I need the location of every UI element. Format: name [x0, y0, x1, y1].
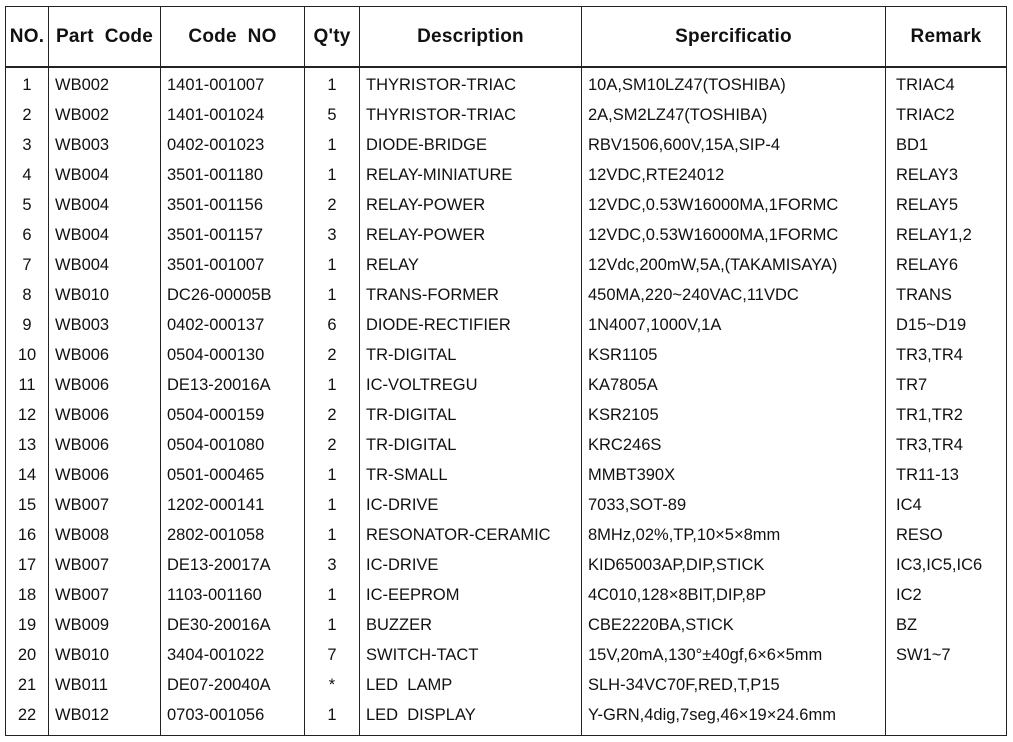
- row-no: 18: [17, 586, 37, 604]
- row-no: 16: [17, 526, 37, 544]
- row-code-no: 1401-001024: [167, 106, 265, 124]
- row-qty: 5: [327, 106, 337, 124]
- row-description: SWITCH-TACT: [366, 646, 479, 664]
- row-description: IC-DRIVE: [366, 556, 439, 574]
- row-description: RELAY-POWER: [366, 226, 486, 244]
- row-description: IC-EEPROM: [366, 586, 460, 604]
- table-row: [6, 250, 1006, 280]
- row-qty: 1: [327, 586, 337, 604]
- row-description: RELAY-POWER: [366, 196, 486, 214]
- row-part-code: WB007: [55, 556, 110, 574]
- row-specification: SLH-34VC70F,RED,T,P15: [588, 676, 780, 694]
- header-no: NO.: [9, 25, 45, 47]
- table-row: [6, 460, 1006, 490]
- row-qty: 1: [327, 496, 337, 514]
- row-specification: KRC246S: [588, 436, 662, 454]
- row-description: THYRISTOR-TRIAC: [366, 106, 517, 124]
- row-code-no: 0402-000137: [167, 316, 265, 334]
- table-row: [6, 610, 1006, 640]
- row-description: TRANS-FORMER: [366, 286, 499, 304]
- row-part-code: WB010: [55, 646, 110, 664]
- row-part-code: WB004: [55, 226, 110, 244]
- table-row: [6, 430, 1006, 460]
- row-remark: BD1: [896, 136, 929, 154]
- row-part-code: WB011: [55, 676, 108, 694]
- row-remark: TR7: [896, 376, 928, 394]
- table-row: [6, 340, 1006, 370]
- row-qty: *: [328, 676, 336, 694]
- row-specification: 1N4007,1000V,1A: [588, 316, 722, 334]
- row-code-no: DE13-20016A: [167, 376, 271, 394]
- row-part-code: WB012: [55, 706, 110, 724]
- row-specification: 4C010,128×8BIT,DIP,8P: [588, 586, 767, 604]
- row-specification: MMBT390X: [588, 466, 676, 484]
- row-no: 14: [17, 466, 37, 484]
- header-divider: [6, 66, 1006, 68]
- row-specification: 450MA,220~240VAC,11VDC: [588, 286, 799, 304]
- row-specification: KSR2105: [588, 406, 659, 424]
- row-specification: 2A,SM2LZ47(TOSHIBA): [588, 106, 768, 124]
- row-description: RESONATOR-CERAMIC: [366, 526, 551, 544]
- row-part-code: WB010: [55, 286, 110, 304]
- row-specification: 8MHz,02%,TP,10×5×8mm: [588, 526, 781, 544]
- row-code-no: DC26-00005B: [167, 286, 272, 304]
- row-no: 3: [22, 136, 32, 154]
- row-qty: 3: [327, 226, 337, 244]
- row-no: 19: [17, 616, 37, 634]
- row-description: IC-DRIVE: [366, 496, 439, 514]
- row-specification: 12VDC,0.53W16000MA,1FORMC: [588, 196, 839, 214]
- row-code-no: DE30-20016A: [167, 616, 271, 634]
- row-part-code: WB009: [55, 616, 110, 634]
- table-row: [6, 160, 1006, 190]
- row-description: LED LAMP: [366, 676, 453, 694]
- table-row: [6, 370, 1006, 400]
- row-specification: KA7805A: [588, 376, 658, 394]
- row-description: IC-VOLTREGU: [366, 376, 478, 394]
- row-code-no: 0703-001056: [167, 706, 265, 724]
- row-code-no: 0504-001080: [167, 436, 265, 454]
- row-no: 12: [17, 406, 37, 424]
- row-description: THYRISTOR-TRIAC: [366, 76, 517, 94]
- row-specification: 12Vdc,200mW,5A,(TAKAMISAYA): [588, 256, 838, 274]
- table-row: [6, 310, 1006, 340]
- row-code-no: 3501-001007: [167, 256, 265, 274]
- row-qty: 1: [327, 286, 337, 304]
- row-remark: [886, 700, 1006, 730]
- row-remark: BZ: [896, 616, 918, 634]
- row-remark: RESO: [896, 526, 943, 544]
- row-code-no: 0504-000159: [167, 406, 265, 424]
- row-qty: 1: [327, 706, 337, 724]
- row-code-no: 0501-000465: [167, 466, 265, 484]
- row-description: LED DISPLAY: [366, 706, 476, 724]
- row-qty: 1: [327, 376, 337, 394]
- header-specification: Spercificatio: [675, 25, 792, 47]
- row-remark: IC2: [896, 586, 922, 604]
- row-part-code: WB002: [55, 106, 110, 124]
- table-row: [6, 550, 1006, 580]
- table-row: [6, 70, 1006, 100]
- row-description: RELAY-MINIATURE: [366, 166, 513, 184]
- table-row: [6, 280, 1006, 310]
- row-part-code: WB006: [55, 346, 110, 364]
- row-part-code: WB006: [55, 406, 110, 424]
- row-no: 6: [22, 226, 32, 244]
- row-part-code: WB007: [55, 586, 110, 604]
- row-no: 11: [18, 376, 36, 394]
- row-qty: 2: [327, 406, 337, 424]
- row-part-code: WB003: [55, 316, 110, 334]
- row-no: 7: [22, 256, 32, 274]
- row-remark: SW1~7: [896, 646, 951, 664]
- row-specification: 12VDC,0.53W16000MA,1FORMC: [588, 226, 839, 244]
- table-row: [6, 220, 1006, 250]
- row-remark: RELAY6: [896, 256, 959, 274]
- row-no: 17: [17, 556, 37, 574]
- row-description: DIODE-RECTIFIER: [366, 316, 511, 334]
- row-qty: 7: [327, 646, 337, 664]
- row-part-code: WB002: [55, 76, 110, 94]
- row-code-no: 1103-001160: [167, 586, 262, 604]
- table-row: [6, 130, 1006, 160]
- table-row: [6, 580, 1006, 610]
- row-remark: D15~D19: [896, 316, 967, 334]
- row-code-no: 3404-001022: [167, 646, 265, 664]
- row-no: 9: [22, 316, 32, 334]
- row-code-no: 0504-000130: [167, 346, 265, 364]
- row-no: 2: [22, 106, 32, 124]
- row-specification: KID65003AP,DIP,STICK: [588, 556, 765, 574]
- row-no: 21: [17, 676, 37, 694]
- row-remark: TR1,TR2: [896, 406, 963, 424]
- row-qty: 2: [327, 346, 337, 364]
- parts-table: [5, 6, 1007, 736]
- row-part-code: WB006: [55, 436, 110, 454]
- header-qty: Q'ty: [313, 25, 351, 47]
- row-remark: RELAY5: [896, 196, 959, 214]
- row-code-no: DE07-20040A: [167, 676, 271, 694]
- row-description: TR-DIGITAL: [366, 346, 457, 364]
- row-remark: IC3,IC5,IC6: [896, 556, 983, 574]
- row-code-no: DE13-20017A: [167, 556, 271, 574]
- row-part-code: WB006: [55, 466, 110, 484]
- row-code-no: 3501-001156: [167, 196, 264, 214]
- table-row: [6, 190, 1006, 220]
- row-part-code: WB006: [55, 376, 110, 394]
- row-remark: TR11-13: [896, 466, 959, 484]
- row-part-code: WB004: [55, 256, 110, 274]
- row-code-no: 3501-001180: [167, 166, 264, 184]
- row-specification: RBV1506,600V,15A,SIP-4: [588, 136, 781, 154]
- row-remark: TR3,TR4: [896, 346, 963, 364]
- row-no: 22: [17, 706, 37, 724]
- row-specification: KSR1105: [588, 346, 658, 364]
- row-description: BUZZER: [366, 616, 432, 634]
- row-qty: 1: [327, 526, 337, 544]
- row-qty: 1: [327, 136, 337, 154]
- table-row: [6, 400, 1006, 430]
- row-qty: 3: [327, 556, 337, 574]
- row-remark: TRIAC2: [896, 106, 955, 124]
- table-row: [6, 100, 1006, 130]
- row-remark: TRIAC4: [896, 76, 955, 94]
- row-part-code: WB004: [55, 196, 110, 214]
- row-remark: [886, 670, 1006, 700]
- row-code-no: 3501-001157: [167, 226, 264, 244]
- row-part-code: WB003: [55, 136, 110, 154]
- row-qty: 1: [327, 256, 337, 274]
- row-part-code: WB007: [55, 496, 110, 514]
- row-qty: 1: [327, 76, 337, 94]
- row-qty: 2: [327, 436, 337, 454]
- row-description: TR-SMALL: [366, 466, 448, 484]
- row-specification: 7033,SOT-89: [588, 496, 687, 514]
- row-part-code: WB004: [55, 166, 110, 184]
- row-qty: 6: [327, 316, 337, 334]
- row-remark: TRANS: [896, 286, 952, 304]
- table-row: [6, 700, 1006, 730]
- row-remark: IC4: [896, 496, 922, 514]
- row-qty: 1: [327, 166, 337, 184]
- row-code-no: 0402-001023: [167, 136, 265, 154]
- row-remark: RELAY3: [896, 166, 959, 184]
- table-row: [6, 670, 1006, 700]
- header-part-code: Part Code: [55, 25, 154, 47]
- row-specification: CBE2220BA,STICK: [588, 616, 734, 634]
- row-no: 20: [17, 646, 37, 664]
- row-remark: RELAY1,2: [896, 226, 972, 244]
- header-description: Description: [417, 25, 524, 47]
- row-code-no: 2802-001058: [167, 526, 265, 544]
- row-description: DIODE-BRIDGE: [366, 136, 488, 154]
- row-specification: Y-GRN,4dig,7seg,46×19×24.6mm: [588, 706, 836, 724]
- row-no: 4: [22, 166, 32, 184]
- row-qty: 2: [327, 196, 337, 214]
- row-remark: TR3,TR4: [896, 436, 963, 454]
- row-no: 13: [17, 436, 37, 454]
- row-no: 1: [22, 76, 32, 94]
- row-qty: 1: [327, 616, 337, 634]
- table-row: [6, 640, 1006, 670]
- row-no: 10: [17, 346, 37, 364]
- table-row: [6, 520, 1006, 550]
- row-no: 15: [17, 496, 37, 514]
- row-description: TR-DIGITAL: [366, 406, 457, 424]
- row-specification: 15V,20mA,130°±40gf,6×6×5mm: [588, 646, 823, 664]
- header-code-no: Code NO: [188, 25, 277, 47]
- table-row: [6, 490, 1006, 520]
- row-specification: 12VDC,RTE24012: [588, 166, 725, 184]
- row-code-no: 1202-000141: [167, 496, 265, 514]
- row-description: TR-DIGITAL: [366, 436, 457, 454]
- row-code-no: 1401-001007: [167, 76, 265, 94]
- row-qty: 1: [327, 466, 337, 484]
- row-no: 8: [22, 286, 32, 304]
- row-no: 5: [22, 196, 32, 214]
- row-description: RELAY: [366, 256, 419, 274]
- row-specification: 10A,SM10LZ47(TOSHIBA): [588, 76, 786, 94]
- header-remark: Remark: [910, 25, 982, 47]
- row-part-code: WB008: [55, 526, 110, 544]
